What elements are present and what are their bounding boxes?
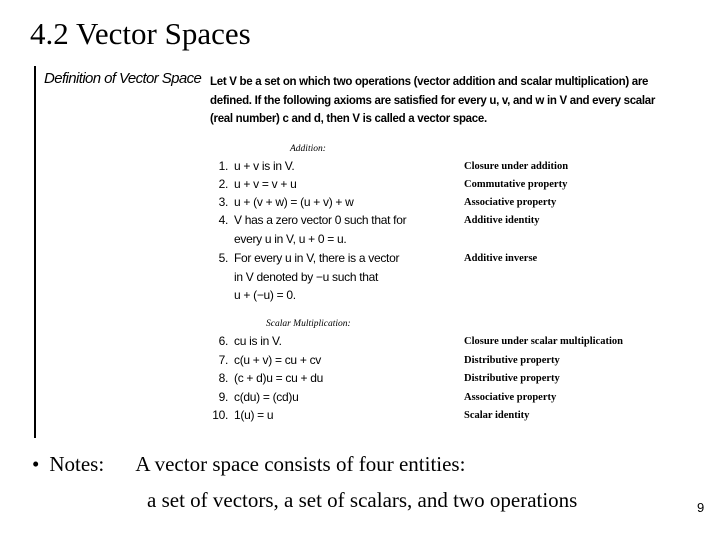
axiom-3-property: Associative property: [464, 197, 557, 208]
axiom-text-continued: every u in V, u + 0 = u.: [234, 231, 347, 246]
axiom-number: 2.: [218, 177, 228, 191]
axiom-text-continued: u + (−u) = 0.: [234, 288, 296, 302]
axiom-text: cu is in V.: [234, 334, 282, 348]
intro-line-2: defined. If the following axioms are satisfied for every u, v, and w in V and every scalar: [210, 94, 656, 107]
axiom-8-property: Distributive property: [464, 373, 560, 384]
axiom-number: 10.: [212, 408, 228, 422]
intro-line-3: (real number) c and d, then V is called a vector space.: [210, 113, 487, 125]
axiom-text: V has a zero vector 0 such that for: [234, 213, 407, 227]
axiom-1: [210, 157, 294, 176]
axiom-text: c(u + v) = cu + cv: [234, 353, 321, 367]
axiom-10: [210, 406, 273, 425]
axiom-text: (c + d)u = cu + du: [234, 371, 323, 385]
addition-heading: Addition:: [290, 144, 326, 154]
axiom-6: [210, 332, 282, 351]
axiom-4: [210, 211, 406, 248]
figure-divider-bar: [34, 66, 36, 438]
axiom-text: For every u in V, there is a vector: [234, 251, 400, 265]
intro-line-1: Let V be a set on which two operations (vector addition and scalar multiplication) are: [210, 76, 649, 88]
axiom-text: u + v = v + u: [234, 177, 297, 191]
axiom-7: [210, 351, 321, 370]
slide-title: 4.2 Vector Spaces: [30, 16, 251, 51]
axiom-9: [210, 388, 298, 407]
definition-intro: [210, 73, 660, 129]
definition-heading: Definition of Vector Space: [44, 70, 202, 87]
axiom-3: [210, 193, 354, 212]
axiom-number: 4.: [218, 213, 228, 227]
axiom-number: 3.: [218, 195, 228, 209]
axiom-7-property: Distributive property: [464, 355, 560, 366]
axiom-number: 5.: [218, 251, 228, 265]
axiom-text: 1(u) = u: [234, 408, 274, 422]
axiom-number: 9.: [218, 390, 228, 404]
axiom-number: 8.: [218, 371, 228, 385]
axiom-1-property: Closure under addition: [464, 161, 569, 172]
axiom-text: u + (v + w) = (u + v) + w: [234, 195, 354, 209]
axiom-text: c(du) = (cd)u: [234, 390, 299, 404]
bullet-icon: •: [32, 452, 40, 476]
notes-text-1: A vector space consists of four entities:: [135, 452, 466, 476]
axiom-number: 6.: [218, 334, 228, 348]
page-number: 9: [697, 500, 705, 515]
axiom-6-property: Closure under scalar multiplication: [464, 336, 623, 347]
definition-figure: [34, 64, 664, 440]
axiom-2-property: Commutative property: [464, 179, 568, 190]
axiom-8: [210, 369, 323, 388]
axiom-4-property: Additive identity: [464, 215, 540, 226]
notes-label: Notes:: [49, 452, 105, 476]
axiom-10-property: Scalar identity: [464, 410, 530, 421]
axiom-9-property: Associative property: [464, 392, 557, 403]
axiom-number: 7.: [218, 353, 228, 367]
axiom-2: [210, 175, 296, 194]
axiom-5: [210, 249, 399, 305]
notes-line-1: [32, 450, 465, 478]
scalar-multiplication-heading: Scalar Multiplication:: [266, 319, 351, 329]
axiom-text: u + v is in V.: [234, 159, 295, 173]
notes-text-2: a set of vectors, a set of scalars, and two operations: [147, 488, 578, 512]
axiom-number: 1.: [218, 159, 228, 173]
axiom-text-continued: in V denoted by −u such that: [234, 269, 379, 284]
axiom-5-property: Additive inverse: [464, 253, 538, 264]
